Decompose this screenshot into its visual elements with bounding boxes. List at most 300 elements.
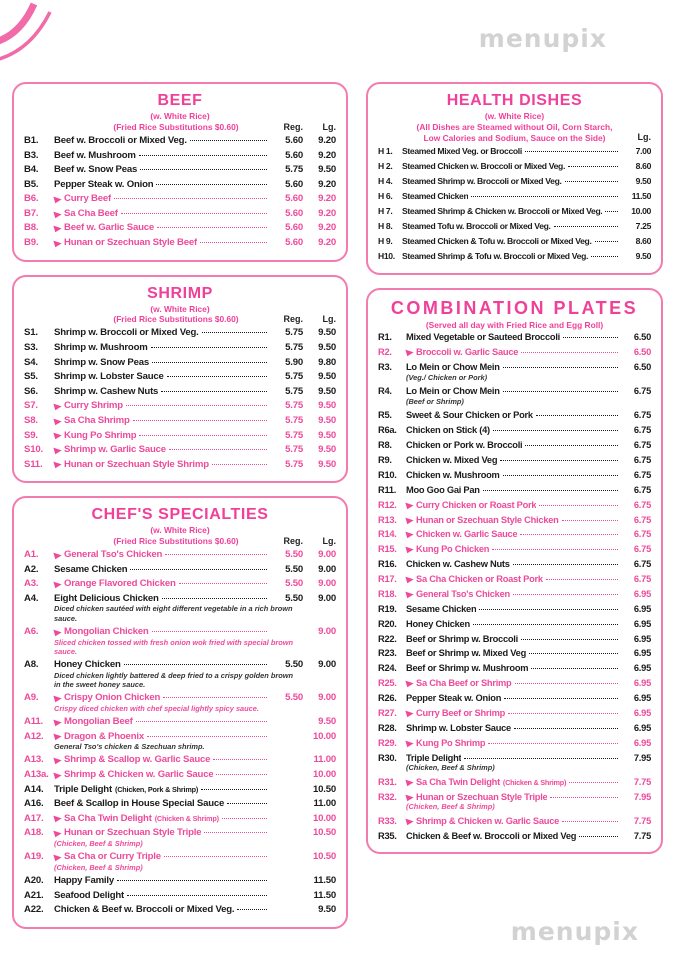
item-name: Pepper Steak w. Onion xyxy=(406,693,502,704)
item-price: 9.20 xyxy=(318,149,336,161)
item-code: A17. xyxy=(24,812,44,824)
menu-item xyxy=(24,399,336,414)
item-code: A2. xyxy=(24,563,39,575)
section-subtitle: (w. White Rice) xyxy=(150,525,210,536)
section-subtitle: (All Dishes are Steamed without Oil, Corn Starch, xyxy=(416,121,613,132)
section-title: SHRIMP xyxy=(147,284,213,302)
item-code: H 1. xyxy=(378,145,393,156)
dot-leader xyxy=(162,598,267,599)
item-price: 9.50 xyxy=(318,904,336,916)
menu-item xyxy=(378,498,651,513)
menu-item xyxy=(378,632,651,647)
item-description: Crispy diced chicken with chef special lightly spicy sauce. xyxy=(54,703,259,713)
item-name: Kung Po Shrimp xyxy=(416,737,486,748)
item-code: A21. xyxy=(24,889,44,901)
item-name: Curry Beef or Shrimp xyxy=(416,707,506,718)
menu-item xyxy=(24,414,336,429)
item-price: 5.60 xyxy=(285,178,303,190)
price-column-label: Lg. xyxy=(322,121,336,132)
item-price: 6.75 xyxy=(633,529,651,540)
item-description: (Chicken, Beef & Shrimp) xyxy=(406,763,495,773)
item-name: Sa Cha Beef or Shrimp xyxy=(416,678,512,689)
section-subtitle: (Fried Rice Substitutions $0.60) xyxy=(113,314,239,325)
section-subtitle: (Fried Rice Substitutions $0.60) xyxy=(113,536,239,547)
item-description: (Chicken, Beef & Shrimp) xyxy=(54,838,143,848)
item-price: 9.00 xyxy=(318,578,336,590)
item-price: 6.75 xyxy=(633,425,651,436)
price-column-label: Lg. xyxy=(637,131,651,142)
item-code: B7. xyxy=(24,207,39,219)
menu-item xyxy=(378,468,651,483)
item-name: Shrimp w. Broccoli or Mixed Veg. xyxy=(54,327,199,339)
dot-leader xyxy=(488,743,618,744)
item-price: 9.20 xyxy=(318,193,336,205)
menu-item xyxy=(24,385,336,400)
spicy-icon xyxy=(53,239,62,248)
item-name: Steamed Chicken xyxy=(402,190,469,201)
item-name: Sa Cha Beef xyxy=(64,207,118,219)
item-price: 6.95 xyxy=(633,633,651,644)
dot-leader xyxy=(165,554,267,555)
item-name: Seafood Delight xyxy=(54,889,125,901)
item-code: R22. xyxy=(378,633,397,644)
spicy-icon xyxy=(405,530,414,539)
item-code: R2. xyxy=(378,347,392,358)
item-price: 7.95 xyxy=(633,752,651,763)
menu-item xyxy=(378,676,651,691)
item-code: R6a. xyxy=(378,425,397,436)
menu-item xyxy=(378,159,651,174)
item-name: Beef or Shrimp w. Mushroom xyxy=(406,663,529,674)
item-code: R25. xyxy=(378,678,397,689)
item-name: Chicken w. Mushroom xyxy=(406,469,500,480)
section-beef xyxy=(12,82,348,262)
menu-item xyxy=(378,617,651,632)
menu-item xyxy=(24,458,336,473)
item-name: General Tso's Chicken xyxy=(64,549,163,561)
item-code: R1. xyxy=(378,332,392,343)
dot-leader xyxy=(520,534,618,535)
item-price: 9.50 xyxy=(318,444,336,456)
dot-leader xyxy=(147,736,267,737)
spicy-icon xyxy=(405,575,414,584)
dot-leader xyxy=(237,909,267,910)
menu-item xyxy=(378,736,651,751)
item-description: (Chicken, Beef & Shrimp) xyxy=(406,802,495,812)
item-price: 6.75 xyxy=(633,455,651,466)
menu-item xyxy=(378,144,651,159)
item-name: Chicken w. Cashew Nuts xyxy=(406,559,510,570)
item-price: 5.50 xyxy=(285,563,303,575)
item-code: S4. xyxy=(24,356,38,368)
spicy-icon xyxy=(53,446,62,455)
spicy-icon xyxy=(53,628,62,637)
item-name: Eight Delicious Chicken xyxy=(54,592,159,604)
item-description: (Chicken, Beef & Shrimp) xyxy=(54,862,143,872)
item-price: 7.95 xyxy=(633,791,651,802)
item-code: R20. xyxy=(378,618,397,629)
item-name: Chicken on Stick (4) xyxy=(406,425,490,436)
item-note: (Chicken, Pork & Shrimp) xyxy=(114,784,199,794)
item-code: R26. xyxy=(378,693,397,704)
item-name: Beef w. Garlic Sauce xyxy=(64,222,155,234)
spicy-icon xyxy=(53,580,62,589)
dot-leader xyxy=(562,520,618,521)
price-column-headers xyxy=(24,314,336,324)
item-code: R15. xyxy=(378,544,397,555)
item-code: R16. xyxy=(378,559,397,570)
item-name: Hunan or Szechuan Style Beef xyxy=(64,236,198,248)
item-price: 6.75 xyxy=(633,499,651,510)
item-code: R14. xyxy=(378,529,397,540)
item-code: A13. xyxy=(24,754,44,766)
item-price: 9.50 xyxy=(318,429,336,441)
item-code: R17. xyxy=(378,574,397,585)
item-description: Diced chicken sautéed with eight different vegetable in a rich brown sauce. xyxy=(54,604,293,623)
section-subtitle: (Served all day with Fried Rice and Egg Roll) xyxy=(425,319,604,330)
item-code: R4. xyxy=(378,386,392,397)
item-name: Beef w. Snow Peas xyxy=(54,164,138,176)
item-name: Happy Family xyxy=(54,874,114,886)
item-code: R32. xyxy=(378,791,397,802)
item-code: A16. xyxy=(24,798,44,810)
menu-item xyxy=(378,527,651,542)
item-code: A1. xyxy=(24,549,39,561)
item-price: 6.75 xyxy=(633,574,651,585)
menu-item xyxy=(378,542,651,557)
section-shrimp xyxy=(12,275,348,484)
menu-item xyxy=(24,370,336,385)
item-name: Shrimp w. Snow Peas xyxy=(54,356,150,368)
dot-leader xyxy=(126,405,267,406)
item-price: 6.50 xyxy=(633,362,651,373)
item-name: Hunan or Szechuan Style Triple xyxy=(64,827,202,839)
menu-item xyxy=(24,753,336,768)
dot-leader xyxy=(579,836,618,837)
dot-leader xyxy=(525,151,618,152)
item-name: Orange Flavored Chicken xyxy=(64,578,176,590)
spicy-icon xyxy=(405,817,414,826)
item-name: Curry Beef xyxy=(64,193,112,205)
dot-leader xyxy=(152,631,267,632)
section-subtitle: (Fried Rice Substitutions $0.60) xyxy=(113,121,239,132)
menu-item xyxy=(378,249,651,264)
spicy-icon xyxy=(53,732,62,741)
section-title: HEALTH DISHES xyxy=(446,92,583,109)
item-price: 10.00 xyxy=(312,812,336,824)
item-name: Shrimp w. Mushroom xyxy=(54,342,148,354)
item-code: A11. xyxy=(24,715,43,727)
item-price: 6.95 xyxy=(633,678,651,689)
item-name: Honey Chicken xyxy=(406,618,470,629)
dot-leader xyxy=(479,609,618,610)
spicy-icon xyxy=(405,590,414,599)
spicy-icon xyxy=(405,516,414,525)
dot-leader xyxy=(500,460,618,461)
item-code: B4. xyxy=(24,164,39,176)
menu-item xyxy=(378,602,651,617)
item-code: H 2. xyxy=(378,160,393,171)
item-price: 8.60 xyxy=(635,235,651,246)
item-code: A14. xyxy=(24,783,44,795)
dot-leader xyxy=(130,569,267,570)
dot-leader xyxy=(222,818,267,819)
menu-item xyxy=(24,783,336,798)
item-price: 5.60 xyxy=(285,222,303,234)
dot-leader xyxy=(213,759,267,760)
spicy-icon xyxy=(405,709,414,718)
watermark: menupix xyxy=(510,917,639,946)
item-price: 6.95 xyxy=(633,603,651,614)
item-price: 5.75 xyxy=(285,429,303,441)
item-name: Sweet & Sour Chicken or Pork xyxy=(406,410,533,421)
dot-leader xyxy=(503,367,618,368)
menu-item xyxy=(24,903,336,918)
dot-leader xyxy=(157,227,267,228)
item-name: Curry Chicken or Roast Pork xyxy=(416,499,537,510)
item-price: 10.00 xyxy=(631,205,651,216)
item-name: Honey Chicken xyxy=(54,659,121,671)
spicy-icon xyxy=(53,431,62,440)
menu-item xyxy=(24,207,336,222)
decorative-corner-graphic xyxy=(0,0,78,66)
dot-leader xyxy=(508,713,618,714)
item-code: S3. xyxy=(24,342,38,354)
item-name: Steamed Shrimp w. Broccoli or Mixed Veg. xyxy=(402,175,562,186)
item-name: Beef w. Mushroom xyxy=(54,149,136,161)
watermark: menupix xyxy=(478,24,607,53)
item-price: 5.75 xyxy=(285,414,303,426)
dot-leader xyxy=(546,579,618,580)
menu-item xyxy=(378,189,651,204)
item-price: 9.50 xyxy=(635,250,651,261)
item-name: Shrimp w. Lobster Sauce xyxy=(54,371,164,383)
item-description: Sliced chicken tossed with fresh onion wok fried with special brown sauce. xyxy=(54,637,294,656)
item-name: Sesame Chicken xyxy=(406,603,477,614)
item-code: B8. xyxy=(24,222,39,234)
item-code: A22. xyxy=(24,904,44,916)
item-name: Shrimp & Chicken w. Garlic Sauce xyxy=(416,815,560,826)
item-price: 7.25 xyxy=(635,220,651,231)
dot-leader xyxy=(127,895,267,896)
item-price: 5.50 xyxy=(285,692,303,704)
item-price: 9.50 xyxy=(318,385,336,397)
dot-leader xyxy=(201,789,267,790)
item-name: Hunan or Szechuan Style Triple xyxy=(416,791,548,802)
item-code: R11. xyxy=(378,484,397,495)
item-price: 9.50 xyxy=(318,458,336,470)
dot-leader xyxy=(140,169,267,170)
item-code: R9. xyxy=(378,455,392,466)
item-name: Sa Cha Twin Delight xyxy=(64,812,152,824)
item-note: (Chicken & Shrimp) xyxy=(502,777,567,787)
item-code: R35. xyxy=(378,830,397,841)
dot-leader xyxy=(521,639,618,640)
dot-leader xyxy=(569,782,618,783)
item-code: A3. xyxy=(24,578,39,590)
spicy-icon xyxy=(53,551,62,560)
item-name: Chicken & Beef w. Broccoli or Mixed Veg. xyxy=(54,904,235,916)
menu-item xyxy=(378,408,651,423)
dot-leader xyxy=(212,464,267,465)
menu-item xyxy=(378,691,651,706)
item-price: 9.50 xyxy=(318,371,336,383)
spicy-icon xyxy=(405,739,414,748)
menu-item xyxy=(24,236,336,251)
menu-item xyxy=(378,661,651,676)
spicy-icon xyxy=(53,853,62,862)
dot-leader xyxy=(133,420,267,421)
spicy-icon xyxy=(405,545,414,554)
dot-leader xyxy=(513,564,618,565)
item-name: Steamed Tofu w. Broccoli or Mixed Veg. xyxy=(402,220,551,231)
item-price: 9.50 xyxy=(318,400,336,412)
menu-item xyxy=(378,174,651,189)
item-price: 6.75 xyxy=(633,559,651,570)
item-price: 5.50 xyxy=(285,659,303,671)
menu-item xyxy=(24,548,336,563)
menu-item xyxy=(378,345,651,360)
right-column xyxy=(366,82,663,942)
item-price: 5.75 xyxy=(285,385,303,397)
item-code: S8. xyxy=(24,414,38,426)
spicy-icon xyxy=(405,348,414,357)
item-name: Sa Cha Chicken or Roast Pork xyxy=(416,574,543,585)
item-code: R5. xyxy=(378,410,392,421)
item-price: 6.95 xyxy=(633,648,651,659)
dot-leader xyxy=(483,490,618,491)
item-price: 6.95 xyxy=(633,722,651,733)
item-code: B3. xyxy=(24,149,39,161)
item-code: R8. xyxy=(378,440,392,451)
item-price: 9.50 xyxy=(318,327,336,339)
item-code: B9. xyxy=(24,236,39,248)
item-price: 5.75 xyxy=(285,164,303,176)
item-price: 9.00 xyxy=(318,692,336,704)
menu-item xyxy=(378,814,651,829)
dot-leader xyxy=(471,196,618,197)
price-column-label: Lg. xyxy=(322,536,336,547)
dot-leader xyxy=(179,583,267,584)
menu-item xyxy=(24,163,336,178)
spicy-icon xyxy=(53,814,62,823)
dot-leader xyxy=(216,774,267,775)
item-code: R30. xyxy=(378,752,397,763)
item-price: 7.75 xyxy=(633,830,651,841)
dot-leader xyxy=(124,664,267,665)
item-price: 7.00 xyxy=(635,145,651,156)
item-code: S1. xyxy=(24,327,38,339)
item-price: 6.75 xyxy=(633,410,651,421)
item-code: A12. xyxy=(24,730,44,742)
item-price: 5.75 xyxy=(285,342,303,354)
price-column-headers xyxy=(24,536,336,546)
item-price: 5.60 xyxy=(285,207,303,219)
dot-leader xyxy=(117,880,267,881)
section-subtitle: (w. White Rice) xyxy=(150,111,210,121)
dot-leader xyxy=(493,430,618,431)
section-chefs-specialties xyxy=(12,496,348,928)
item-price: 6.50 xyxy=(633,347,651,358)
menu-item xyxy=(24,356,336,371)
dot-leader xyxy=(163,697,267,698)
item-price: 11.50 xyxy=(313,889,336,901)
item-price: 11.50 xyxy=(631,190,651,201)
item-description: General Tso's chicken & Szechuan shrimp. xyxy=(54,742,205,752)
item-code: S11. xyxy=(24,458,43,470)
item-note: (Chicken & Shrimp) xyxy=(154,813,219,823)
item-name: Steamed Shrimp & Tofu w. Broccoli or Mixed Veg. xyxy=(402,250,589,261)
item-name: Triple Delight xyxy=(406,752,462,763)
dot-leader xyxy=(521,352,618,353)
menu-item xyxy=(24,149,336,164)
section-subtitle: (w. White Rice) xyxy=(150,303,210,314)
item-price: 7.75 xyxy=(633,815,651,826)
section-title: BEEF xyxy=(157,92,203,109)
item-code: A18. xyxy=(24,827,44,839)
section-subtitle: (w. White Rice) xyxy=(484,111,545,121)
dot-leader xyxy=(503,391,618,392)
item-price: 6.75 xyxy=(633,440,651,451)
item-name: Crispy Onion Chicken xyxy=(64,692,161,704)
menu-item xyxy=(378,219,651,234)
item-name: Beef w. Broccoli or Mixed Veg. xyxy=(54,134,187,146)
item-price: 9.50 xyxy=(318,342,336,354)
menu-item xyxy=(24,326,336,341)
item-name: Pepper Steak w. Onion xyxy=(54,178,154,190)
item-price: 9.20 xyxy=(318,222,336,234)
item-code: B5. xyxy=(24,178,39,190)
item-name: Sa Cha or Curry Triple xyxy=(64,851,161,863)
menu-item xyxy=(24,768,336,783)
item-name: Steamed Chicken w. Broccoli or Mixed Veg. xyxy=(402,160,565,171)
item-price: 10.50 xyxy=(312,827,336,839)
item-name: General Tso's Chicken xyxy=(416,588,510,599)
item-name: Shrimp w. Lobster Sauce xyxy=(406,722,511,733)
price-column-label: Lg. xyxy=(322,314,336,325)
dot-leader xyxy=(565,181,618,182)
dot-leader xyxy=(529,653,618,654)
menu-item xyxy=(24,874,336,889)
item-price: 5.50 xyxy=(285,592,303,604)
item-name: Hunan or Szechuan Style Shrimp xyxy=(64,458,209,470)
item-price: 5.50 xyxy=(285,578,303,590)
item-code: A8. xyxy=(24,659,39,671)
item-code: R13. xyxy=(378,514,397,525)
item-price: 5.60 xyxy=(285,149,303,161)
menu-item xyxy=(24,715,336,730)
section-subtitle: Low Calories and Sodium, Sauce on the Side) xyxy=(423,132,606,143)
item-name: Beef & Scallop in House Special Sauce xyxy=(54,798,225,810)
item-price: 5.60 xyxy=(285,236,303,248)
item-description: (Beef or Shrimp) xyxy=(406,397,464,407)
item-name: Shrimp & Chicken w. Garlic Sauce xyxy=(64,768,214,780)
item-name: Curry Shrimp xyxy=(64,400,123,412)
item-price: 9.20 xyxy=(318,178,336,190)
spicy-icon xyxy=(53,417,62,426)
item-code: H 4. xyxy=(378,175,393,186)
item-code: A6. xyxy=(24,625,39,637)
dot-leader xyxy=(605,211,618,212)
spicy-icon xyxy=(53,829,62,838)
dot-leader xyxy=(167,376,267,377)
spicy-icon xyxy=(405,679,414,688)
spicy-icon xyxy=(53,402,62,411)
dot-leader xyxy=(190,140,267,141)
item-price: 5.90 xyxy=(285,356,303,368)
item-code: R33. xyxy=(378,815,397,826)
dot-leader xyxy=(514,728,618,729)
